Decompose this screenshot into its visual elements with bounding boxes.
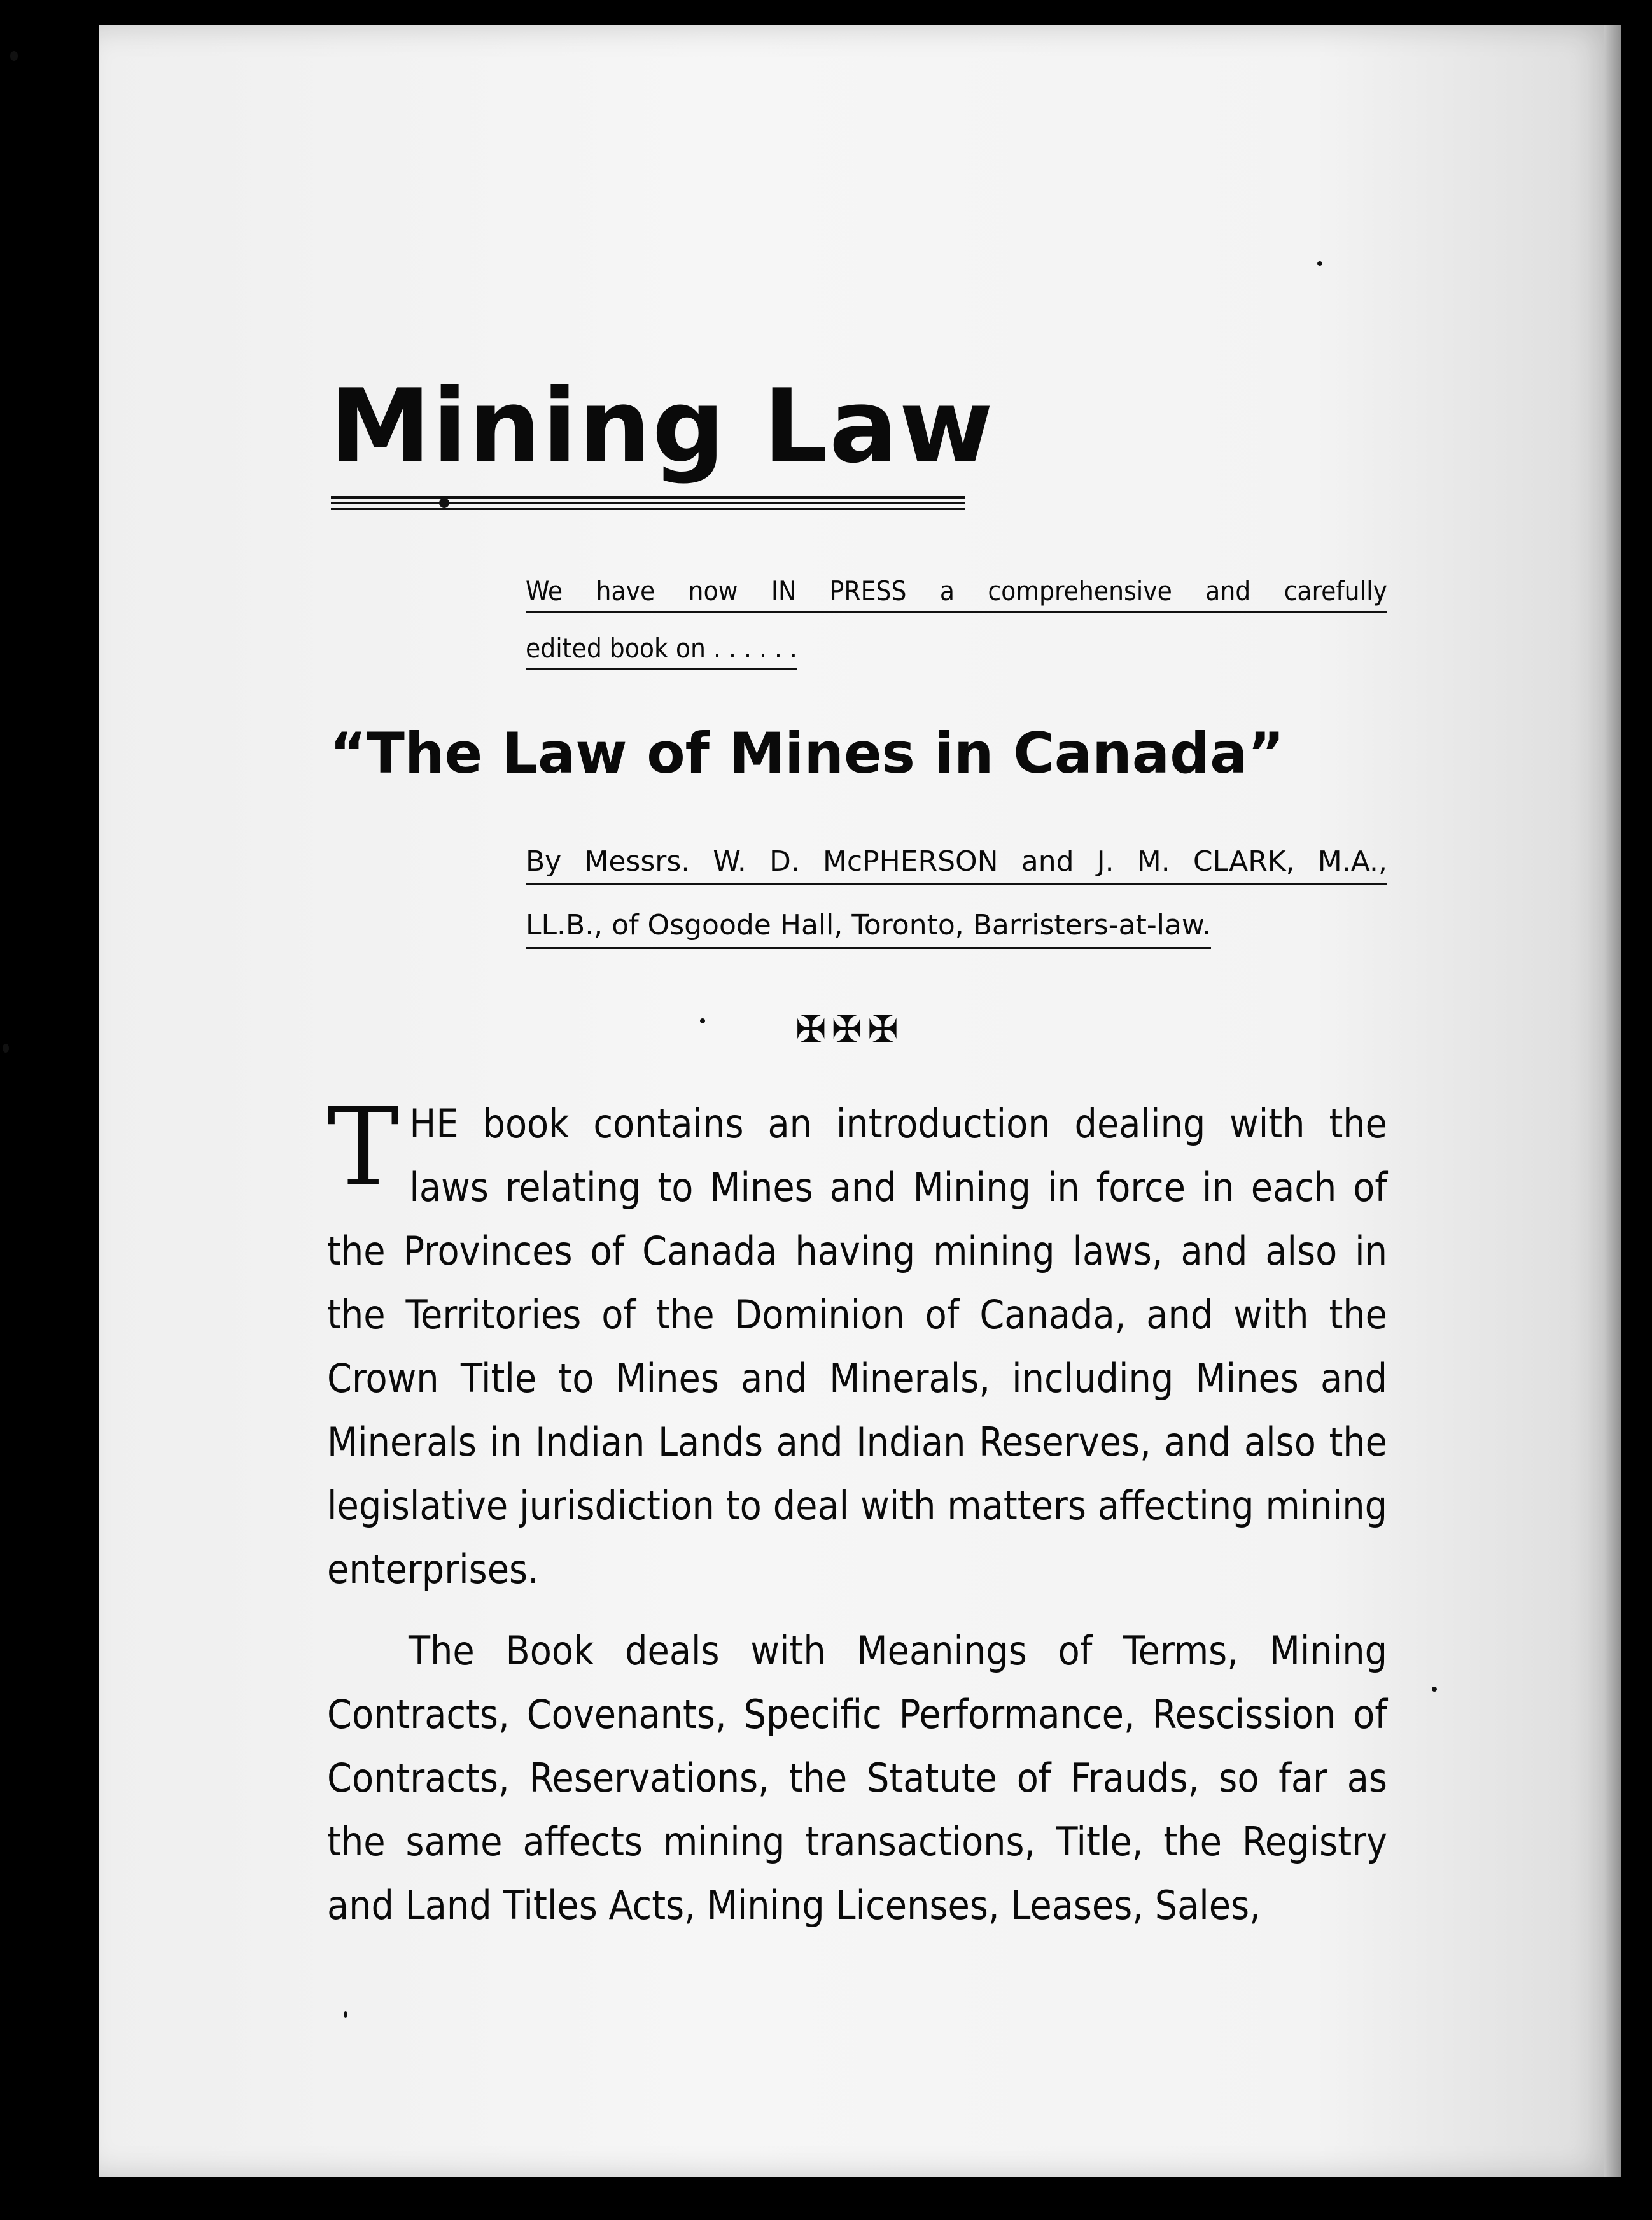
- body-paragraph-2: The Book deals with Meanings of Terms, Mining Contracts, Covenants, Specific Performance, Rescission of Contracts, Reservations, the Statute of Frauds, so far as the same affects mining transactions, Title, the Registry and Land Titles Acts, Mining Licenses, Leases, Sales,: [327, 1627, 1387, 1928]
- authors-line-2: LL.B., of Osgoode Hall, Toronto, Barristers-at-law.: [526, 911, 1211, 949]
- press-notice-line-1: We have now IN PRESS a comprehensive and carefully: [526, 578, 1387, 613]
- title-underline-rule: [331, 496, 965, 510]
- page-title: Mining Law: [330, 367, 995, 486]
- scan-speck: [3, 1044, 9, 1053]
- drop-cap-letter: T: [327, 1085, 400, 1211]
- press-notice-line-2: edited book on . . . . . .: [526, 635, 797, 670]
- cross-ornament: ✠✠✠: [795, 1008, 904, 1051]
- scan-speck: [344, 2011, 347, 2018]
- book-title: “The Law of Mines in Canada”: [330, 720, 1285, 786]
- body-paragraph-1-text: HE book contains an introduction dealing with the laws relating to Mines and Mining in force in each of the Provinces of Canada having mining laws, and also in the Territories of the Dominion of Canada, and with the Crown Title to Mines and Minerals, including Mines and Minerals in Indian Lands and Indian Reserves, and also the legislative jurisdiction to deal with matters affecting mining enterprises.: [327, 1100, 1387, 1592]
- scan-speck: [1317, 261, 1322, 266]
- rule-dot: [439, 498, 449, 508]
- authors-line-1: By Messrs. W. D. McPHERSON and J. M. CLARK, M.A.,: [526, 848, 1387, 885]
- scan-speck: [1432, 1687, 1437, 1692]
- body-paragraph-1: [327, 1085, 1387, 1601]
- scan-speck: [700, 1018, 705, 1023]
- scan-speck: [10, 51, 18, 61]
- page-edge-shadow: [1604, 25, 1621, 2177]
